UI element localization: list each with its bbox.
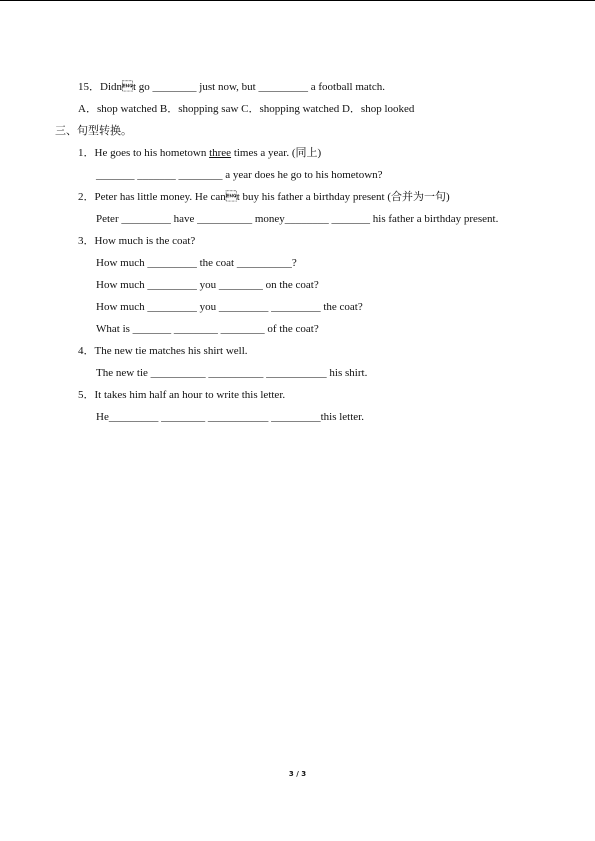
- item-2-answer: Peter _________ have __________ money________ _______ his father a birthday present.: [96, 213, 499, 225]
- section-title: 三、句型转换。: [55, 125, 132, 137]
- item-3-answer-1: How much _________ the coat __________?: [96, 257, 297, 269]
- underlined-word: three: [209, 147, 232, 159]
- header-rule: [0, 0, 595, 1]
- item-5-prompt: 5．It takes him half an hour to write this letter.: [78, 389, 286, 401]
- item-2-prompt: 2．Peter has little money. He cant buy his father a birthday present (合并为一句): [78, 191, 450, 203]
- q15-stem: 15．Didnt go ________ just now, but _________ a football match.: [78, 81, 385, 93]
- item-3-answer-3: How much _________ you _________ _________ the coat?: [96, 301, 363, 313]
- item-1-prompt: 1．He goes to his hometown three times a year. (同上): [78, 147, 322, 159]
- item-3-answer-2: How much _________ you ________ on the coat?: [96, 279, 319, 291]
- q15-options: A．shop watched B．shopping saw C．shopping watched D．shop looked: [78, 103, 415, 115]
- item-4-answer: The new tie __________ __________ ___________ his shirt.: [96, 367, 368, 379]
- item-5-answer: He_________ ________ ___________ _________this letter.: [96, 411, 364, 423]
- item-4-prompt: 4．The new tie matches his shirt well.: [78, 345, 248, 357]
- page-number: 3 / 3: [288, 770, 307, 778]
- item-3-answer-4: What is _______ ________ ________ of the coat?: [96, 323, 319, 335]
- item-1-answer: _______ _______ ________ a year does he go to his hometown?: [96, 169, 383, 181]
- item-3-prompt: 3．How much is the coat?: [78, 235, 196, 247]
